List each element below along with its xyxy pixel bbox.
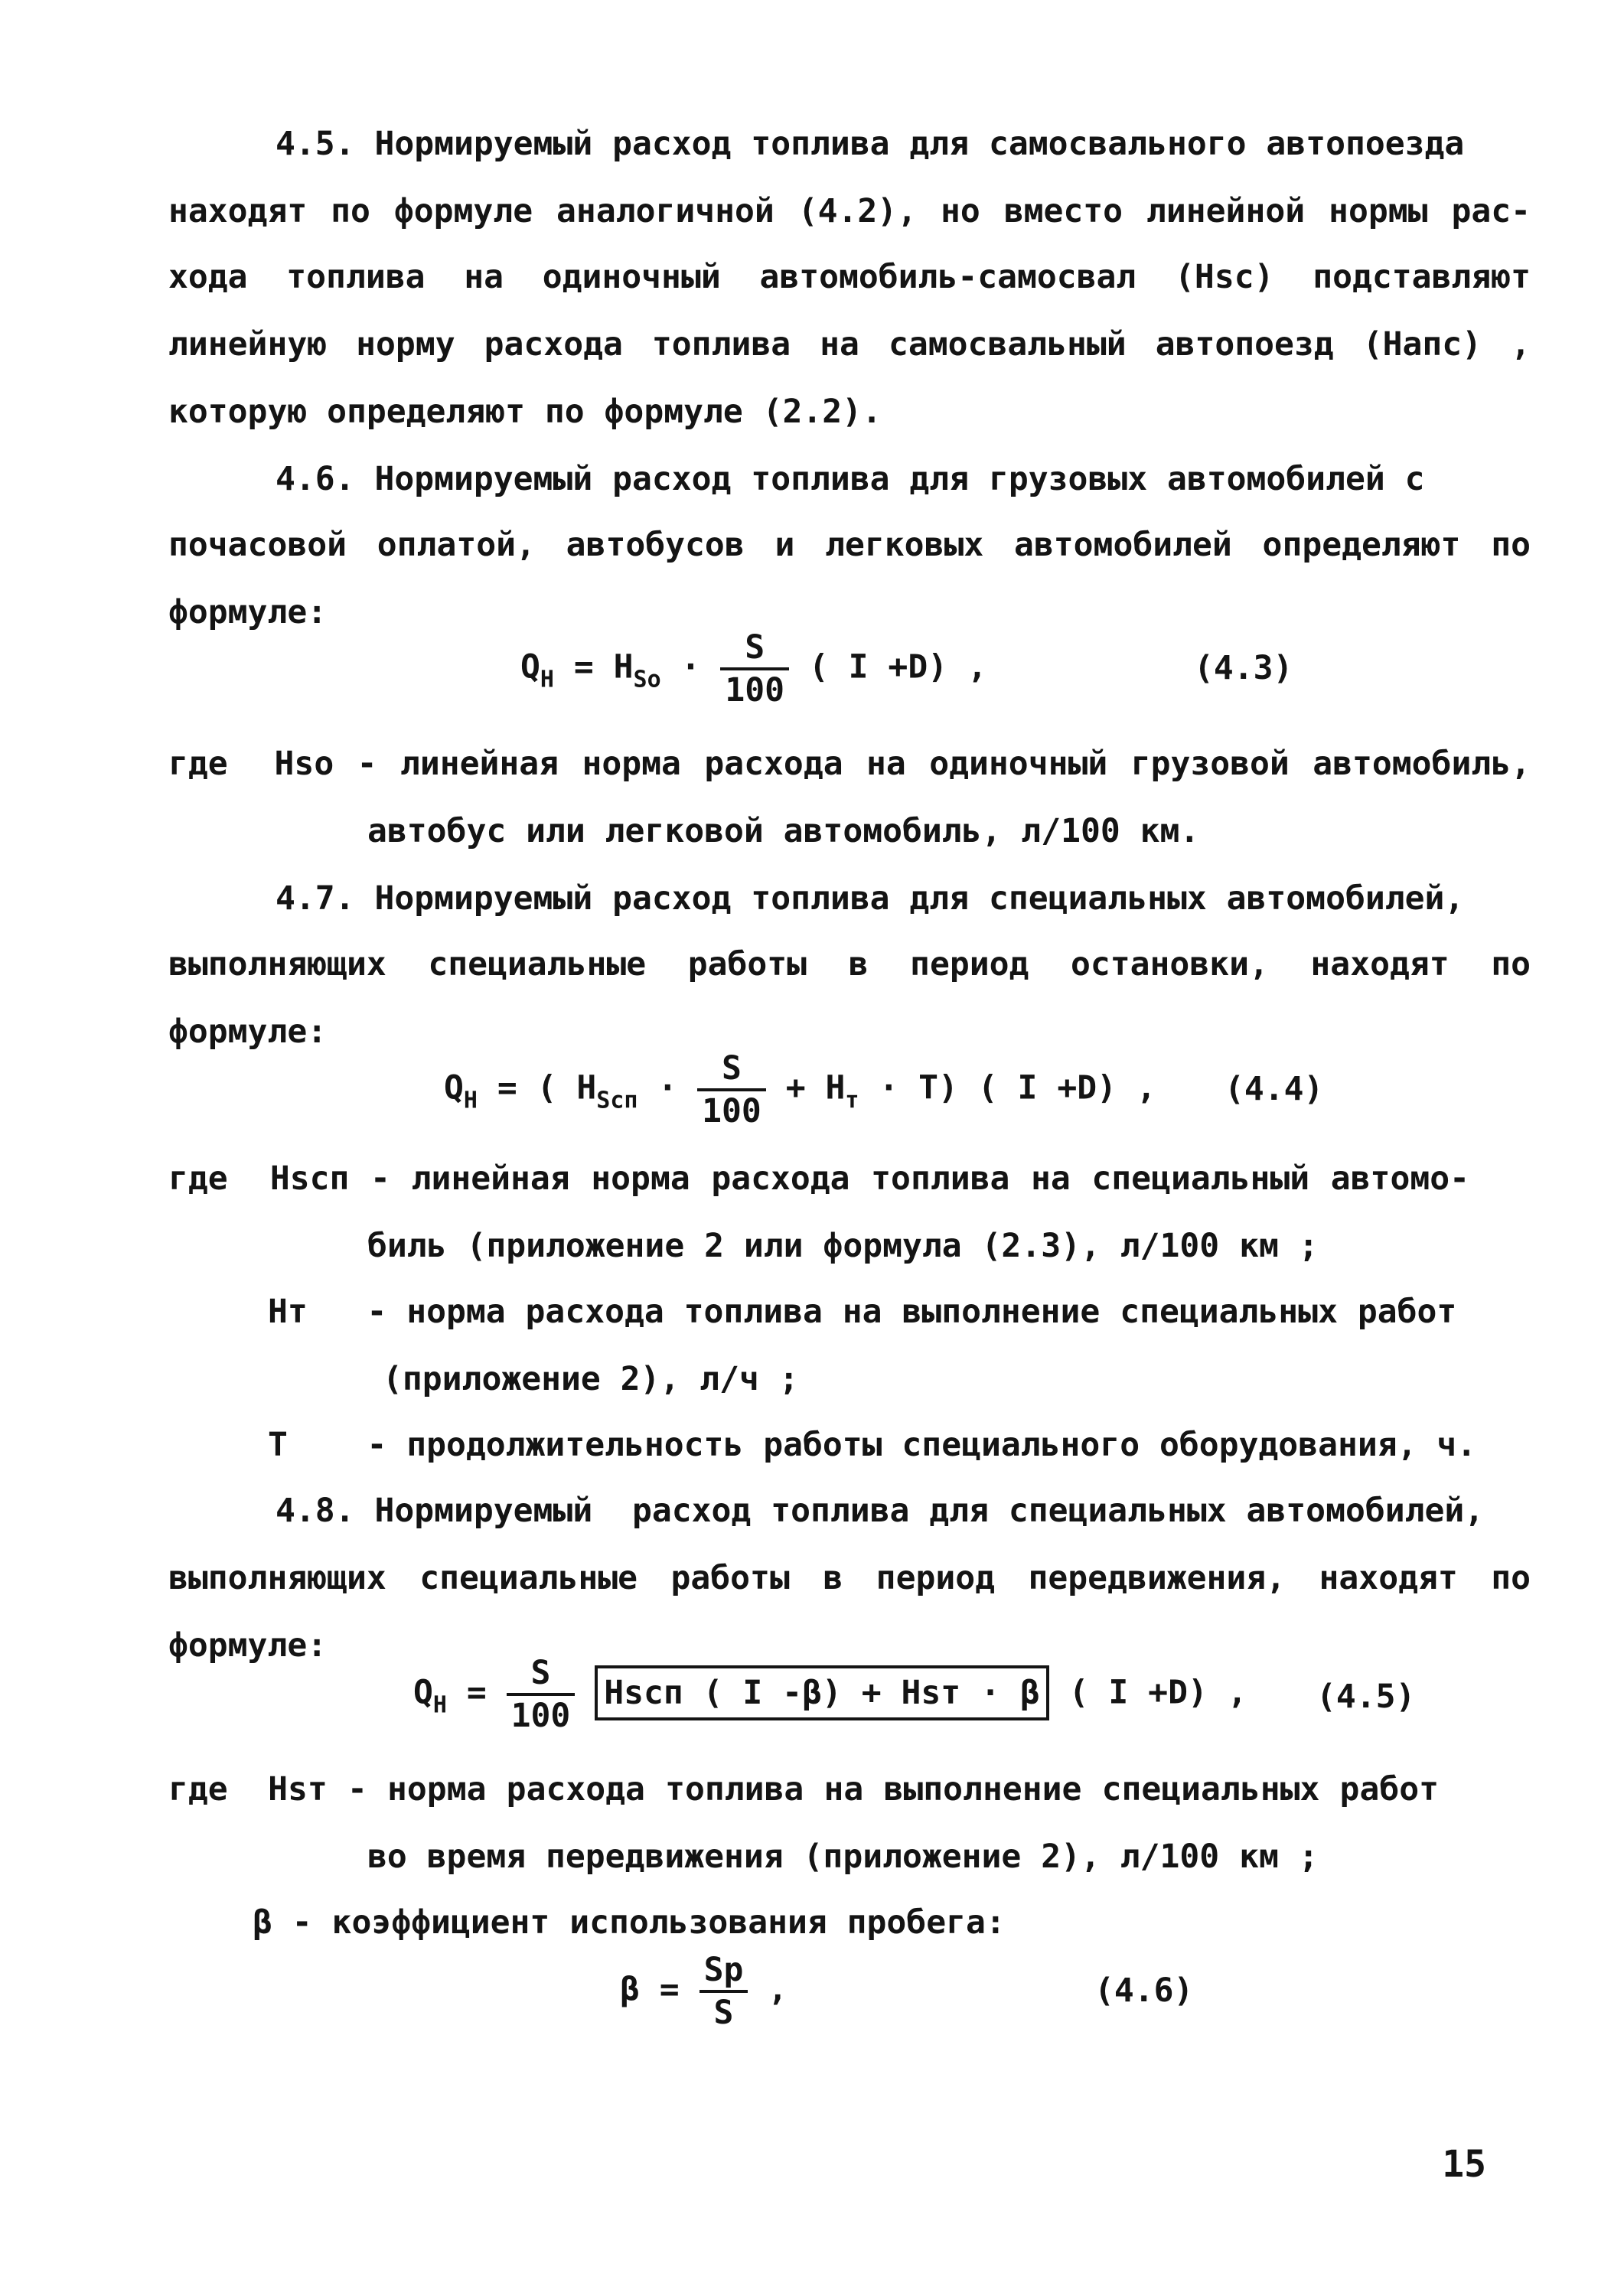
def-4-4-line-2: биль (приложение 2 или формула (2.3), л/100 км ; [367,1227,1319,1265]
para-4-5-line-3: хода топлива на одиночный автомобиль-самосвал (Hsc) подставляют [168,258,1531,296]
def-4-5-line-2: во время передвижения (приложение 2), л/100 км ; [367,1838,1319,1876]
def-4-5-line-1: где Hsт - норма расхода топлива на выполнение специальных работ [168,1770,1439,1808]
para-4-5-line-4: линейную норму расхода топлива на самосвальный автопоезд (Hапс) , [168,325,1531,364]
para-4-7-line-1: 4.7. Нормируемый расход топлива для специальных автомобилей, [276,879,1465,918]
para-4-5-line-1: 4.5. Нормируемый расход топлива для самосвального автопоезда [276,125,1465,163]
para-4-8-line-1: 4.8. Нормируемый расход топлива для специальных автомобилей, [276,1492,1485,1530]
formula-4-5: $Q_H$ = $\frac{S}{100}$ Hsсп ( I -β) + Hsт · β ( I +D) , [413,1654,1247,1735]
def-4-3-line-1: где Hso - линейная норма расхода на одиночный грузовой автомобиль, [168,745,1531,783]
def-4-3-line-2: автобус или легковой автомобиль, л/100 км. [367,812,1200,850]
equation-number-4-3: (4.3) [1194,649,1293,687]
equation-number-4-4: (4.4) [1225,1070,1324,1108]
para-4-8-line-2: выполняющих специальные работы в период передвижения, находят по [168,1559,1531,1597]
def-4-5-term-beta: β - коэффициент использования пробега: [253,1903,1006,1942]
equation-number-4-6: (4.6) [1094,1971,1194,2010]
def-4-4-term-ht: Hт - норма расхода топлива на выполнение специальных работ [268,1293,1457,1331]
para-4-7-line-2: выполняющих специальные работы в период остановки, находят по [168,945,1531,983]
formula-4-6: β = $\frac{Sp}{S}$ , [620,1951,788,2032]
bracket-term: Hsсп ( I -β) + Hsт · β [595,1665,1049,1720]
page-number: 15 [1442,2143,1486,2186]
def-4-4-term-t: T - продолжительность работы специального оборудования, ч. [268,1426,1477,1464]
def-4-4-line-1: где Hsсп - линейная норма расхода топлива на специальный автомо- [168,1159,1469,1198]
formula-4-3: $Q_H = H_{So}$ · $\frac{S}{100}$ ( I +D) , [520,628,987,709]
para-4-5-line-2: находят по формуле аналогичной (4.2), но вместо линейной нормы рас- [168,192,1531,230]
para-4-5-line-5: которую определяют по формуле (2.2). [168,393,882,431]
para-4-7-line-3: формуле: [168,1013,328,1051]
def-4-4-term-ht-cont: (приложение 2), л/ч ; [383,1360,799,1398]
para-4-8-line-3: формуле: [168,1626,328,1665]
formula-4-4: $Q_H$ = ( $H_{Sсп}$ · $\frac{S}{100}$ + $H_т \cdot T$) ( I +D) , [444,1049,1156,1130]
para-4-6-line-1: 4.6. Нормируемый расход топлива для грузовых автомобилей с [276,460,1425,498]
para-4-6-line-3: формуле: [168,593,328,631]
para-4-6-line-2: почасовой оплатой, автобусов и легковых автомобилей определяют по [168,526,1531,564]
equation-number-4-5: (4.5) [1316,1678,1416,1716]
